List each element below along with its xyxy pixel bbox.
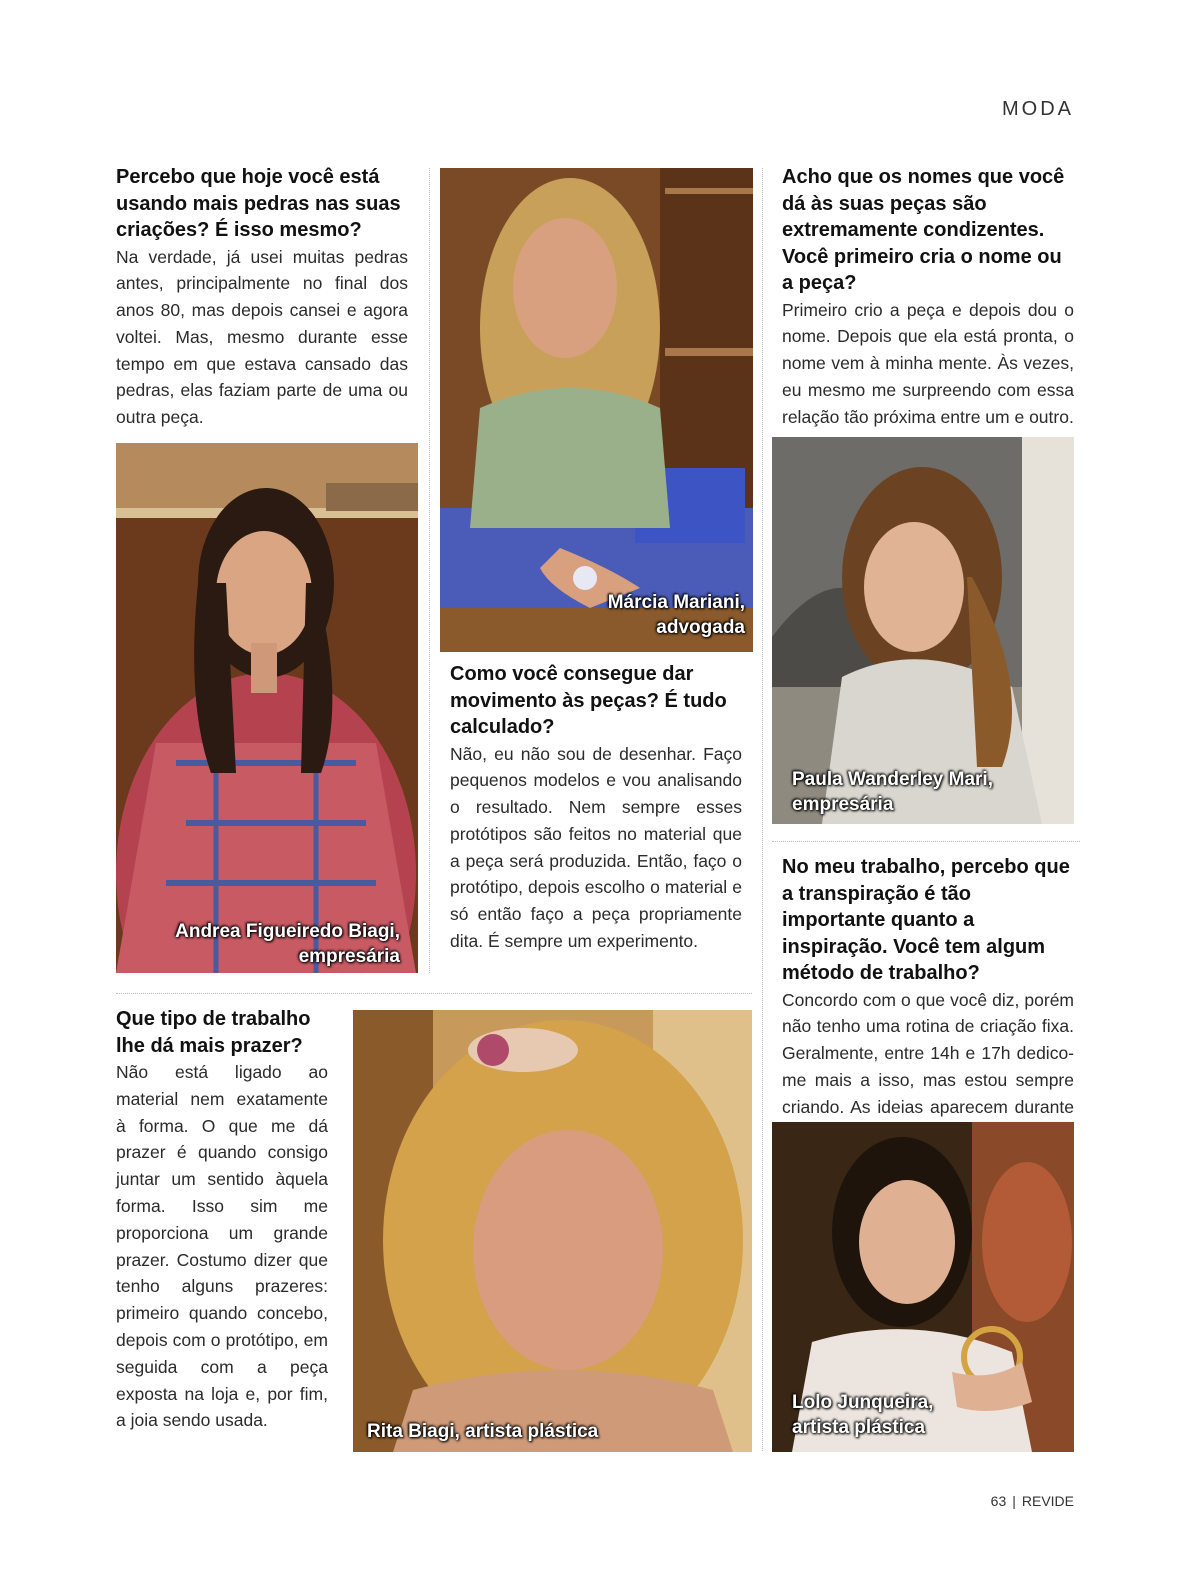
answer-stones: Na verdade, já usei muitas pedras antes, principalmente no final dos anos 80, mas depois cansei e agora voltei. Mas, mesmo durante esse tempo em que estava cansado das pedras, elas faziam parte de uma ou outra peça. — [116, 246, 408, 428]
caption-rita-name: Rita Biagi, artista plástica — [367, 1421, 599, 1442]
caption-paula-name: Paula Wanderley Mari, — [792, 769, 993, 790]
caption-marcia-role: advogada — [656, 617, 745, 638]
column-divider-1 — [429, 168, 430, 973]
question-names: Acho que os nomes que você dá às suas peças são extremamente condizentes. Você primeiro cria o nome ou a peça? — [782, 166, 1065, 294]
answer-method: Concordo com o que você diz, porém não tenho uma rotina de criação fixa. Geralmente, entre 14h e 17h dedico-me mais a isso, mas estou sempre criando. As ideias aparecem durante — [782, 989, 1074, 1117]
page-number: 63 — [990, 1493, 1007, 1509]
caption-lolo-name: Lolo Junqueira, — [792, 1392, 934, 1413]
caption-marcia — [608, 590, 745, 640]
magazine-name: REVIDE — [1021, 1493, 1074, 1509]
caption-rita — [367, 1419, 598, 1444]
caption-andrea-name: Andrea Figueiredo Biagi, — [175, 921, 400, 942]
row-divider-left — [116, 993, 752, 994]
caption-andrea-role: empresária — [298, 946, 400, 967]
caption-paula — [792, 767, 993, 817]
column-divider-2 — [762, 168, 763, 1451]
question-method: No meu trabalho, percebo que a transpiração é tão importante quanto a inspiração. Você tem algum método de trabalho? — [782, 856, 1070, 984]
photo-rita — [353, 1010, 752, 1452]
caption-lolo-role: artista plástica — [792, 1417, 926, 1438]
photo-paula — [772, 437, 1074, 824]
answer-movement: Não, eu não sou de desenhar. Faço pequenos modelos e vou analisando o resultado. Nem sempre esses protótipos são feitos no material que a peça será produzida. Então, faço o protótipo, depois escolho o material e só então faço a peça propriamente dita. É sempre um experimento. — [450, 743, 742, 952]
article-names — [782, 164, 1074, 430]
question-pleasure: Que tipo de trabalho lhe dá mais prazer? — [116, 1008, 311, 1057]
photo-andrea — [116, 443, 418, 973]
question-movement: Como você consegue dar movimento às peças? É tudo calculado? — [450, 663, 727, 738]
caption-marcia-name: Márcia Mariani, — [607, 592, 745, 613]
row-divider-right — [772, 841, 1080, 842]
article-method — [782, 854, 1074, 1147]
article-pleasure — [116, 1006, 328, 1434]
answer-names: Primeiro crio a peça e depois dou o nome. Depois que ela está pronta, o nome vem à minha mente. Às vezes, eu mesmo me surpreendo com essa relação tão próxima entre um e outro. — [782, 299, 1074, 427]
footer-separator: | — [1012, 1493, 1016, 1509]
caption-paula-role: empresária — [792, 794, 894, 815]
article-stones — [116, 164, 408, 431]
caption-lolo — [792, 1390, 933, 1440]
page-footer — [991, 1493, 1074, 1509]
photo-marcia — [440, 168, 753, 652]
photo-lolo — [772, 1122, 1074, 1452]
question-stones: Percebo que hoje você está usando mais pedras nas suas criações? É isso mesmo? — [116, 166, 401, 241]
section-label: MODA — [1002, 98, 1074, 120]
answer-pleasure: Não está ligado ao material nem exatamente à forma. O que me dá prazer é quando consigo juntar um sentido àquela forma. Isso sim me proporciona um grande prazer. Costumo dizer que tenho alguns prazeres: primeiro quando concebo, depois com o protótipo, em seguida com a peça exposta na loja e, por fim, a joia sendo usada. — [116, 1062, 328, 1431]
article-movement — [450, 661, 742, 955]
caption-andrea — [175, 919, 400, 969]
